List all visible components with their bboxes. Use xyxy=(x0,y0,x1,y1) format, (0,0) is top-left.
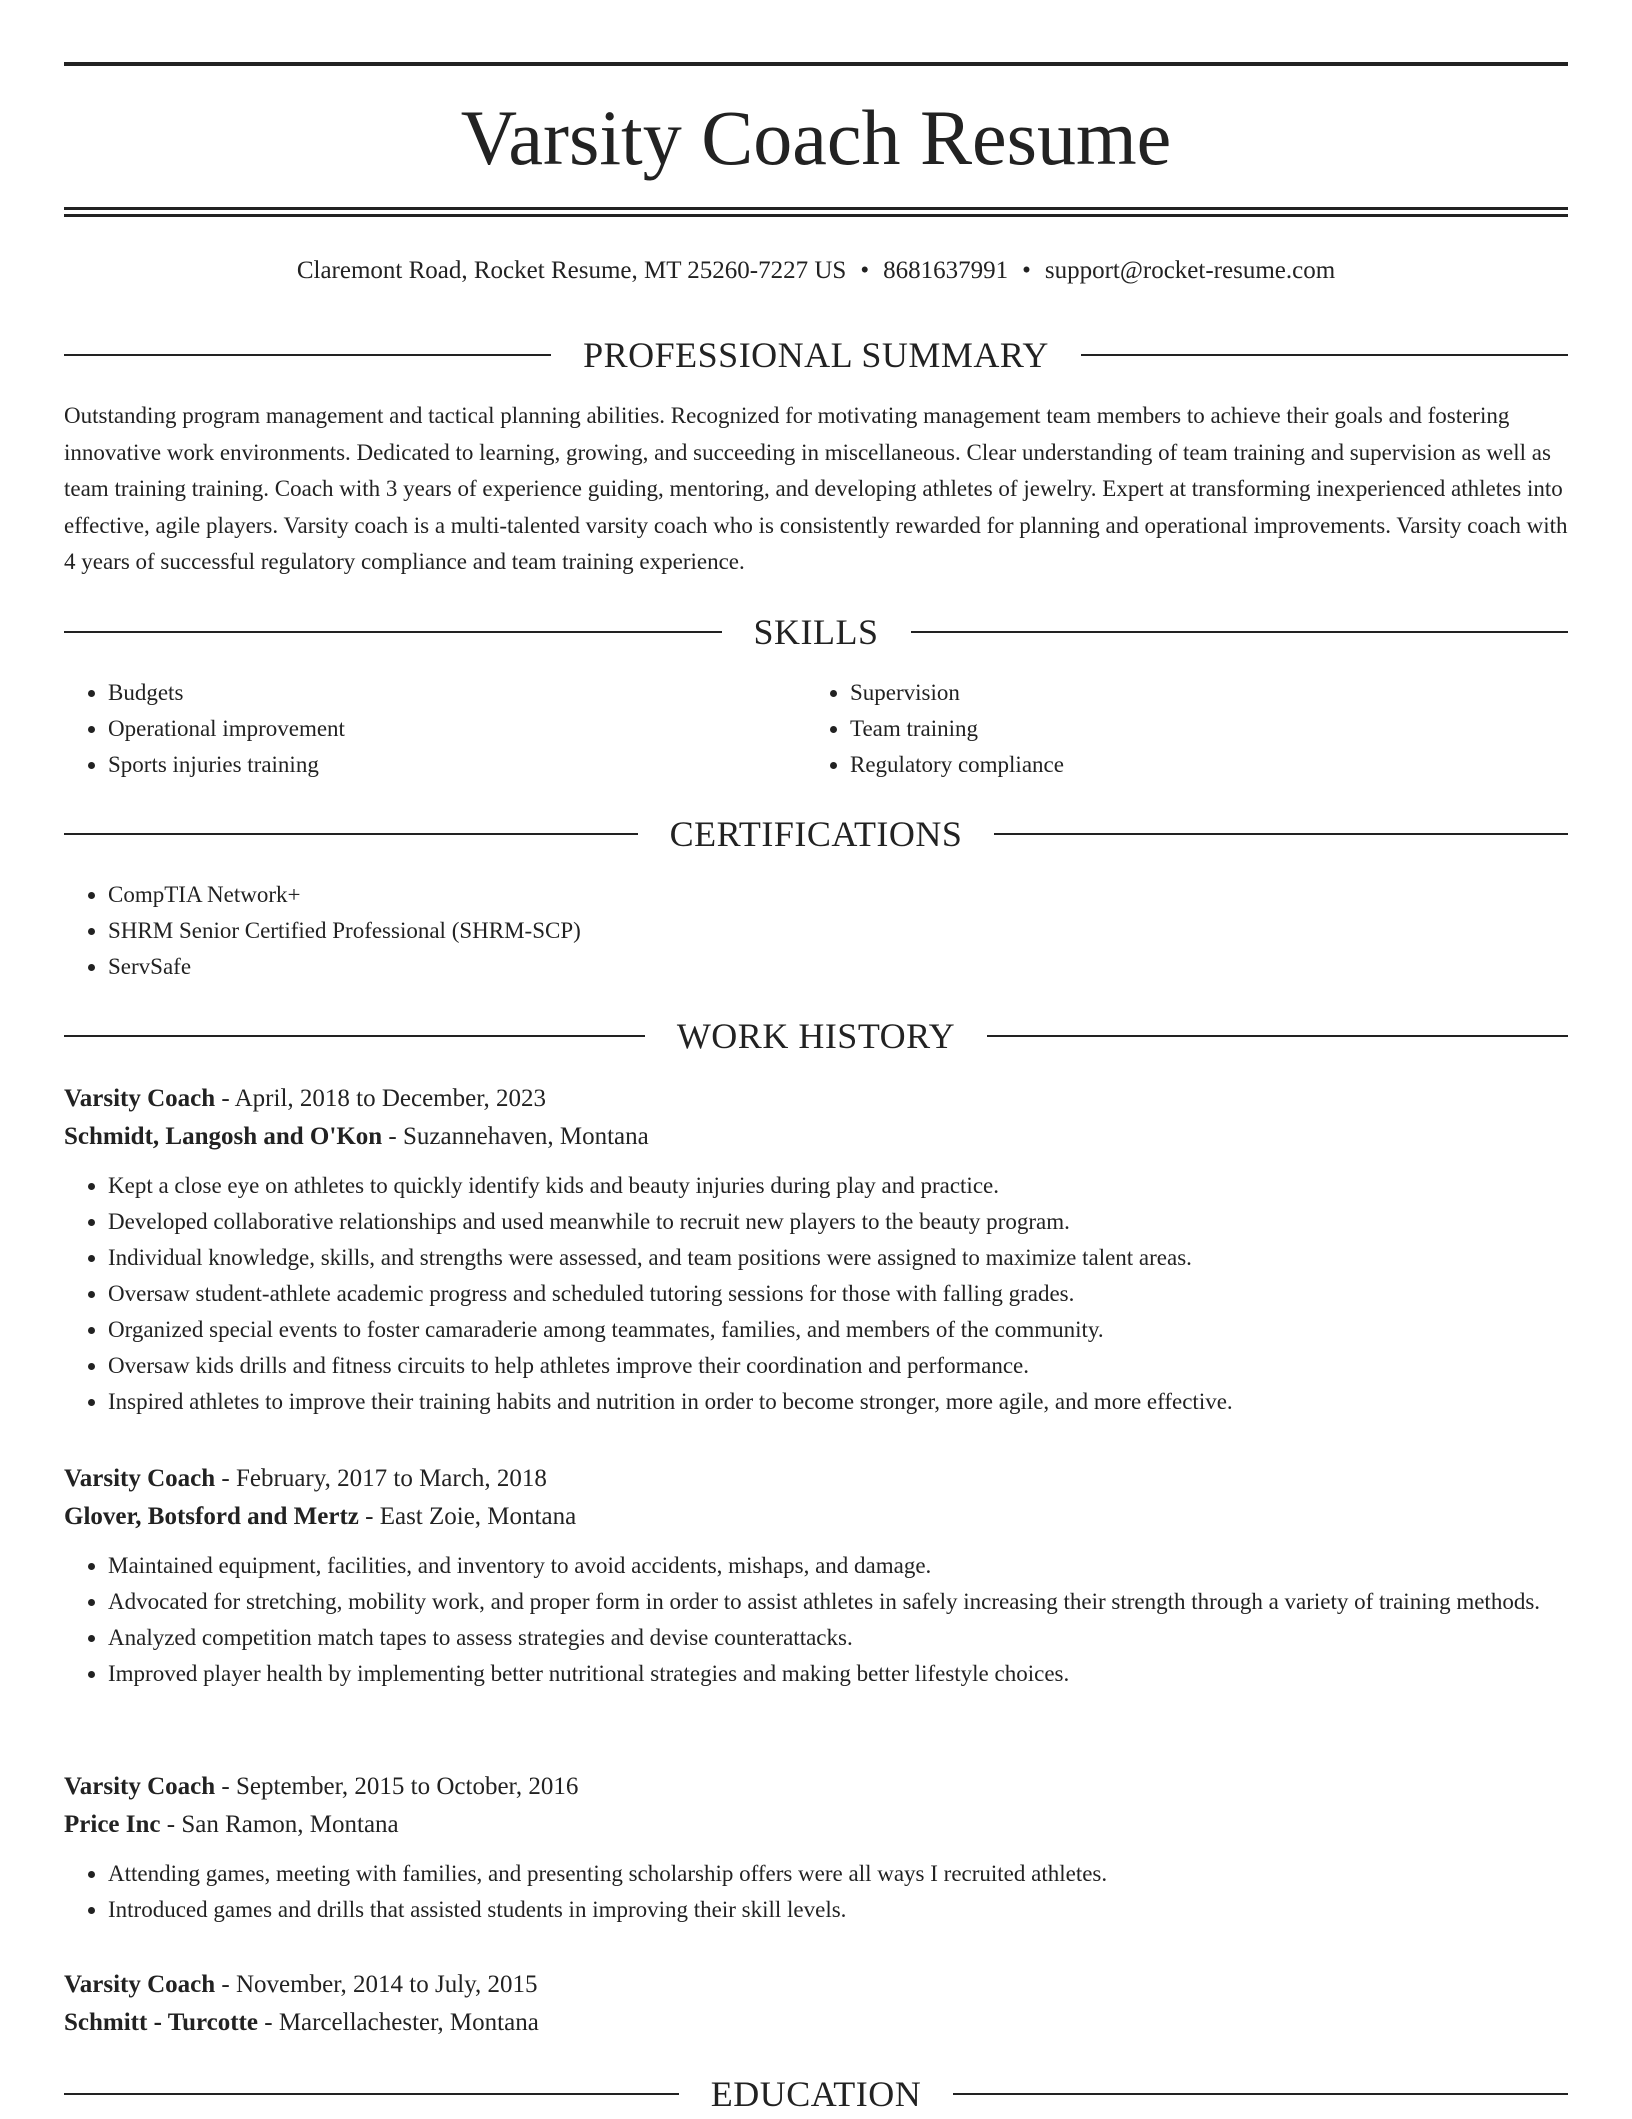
job-company-line: Glover, Botsford and Mertz - East Zoie, Montana xyxy=(64,1503,577,1530)
heading-rule xyxy=(64,631,722,633)
section-heading-certifications xyxy=(64,809,1568,859)
certification-item: • ServSafe xyxy=(108,949,1568,985)
job-company: Glover, Botsford and Mertz xyxy=(64,1503,359,1530)
job-bullet: • Analyzed competition match tapes to assess strategies and devise counterattacks. xyxy=(108,1620,1568,1656)
contact-phone: 8681637991 xyxy=(883,257,1009,284)
section-title: WORK HISTORY xyxy=(676,1016,956,1056)
job-company-line: Schmidt, Langosh and O'Kon - Suzannehaven, Montana xyxy=(64,1123,649,1150)
job-bullets xyxy=(64,1548,1568,1692)
job-company: Schmidt, Langosh and O'Kon xyxy=(64,1123,383,1150)
skills-column-right xyxy=(806,675,1546,783)
heading-rule xyxy=(953,2093,1568,2095)
job-bullet: • Organized special events to foster camaraderie among teammates, families, and members of the community. xyxy=(108,1312,1568,1348)
heading-rule xyxy=(994,833,1568,835)
job-entry xyxy=(64,1768,1568,1928)
job-entry xyxy=(64,1460,1568,1692)
job-bullet: • Inspired athletes to improve their training habits and nutrition in order to become stronger, more agile, and more effective. xyxy=(108,1384,1568,1420)
job-dates: September, 2015 to October, 2016 xyxy=(236,1773,579,1800)
job-location: San Ramon, Montana xyxy=(181,1811,399,1838)
skill-item: • Operational improvement xyxy=(108,711,804,747)
job-entry xyxy=(64,1080,1568,1420)
heading-rule xyxy=(1081,354,1568,356)
job-bullet: • Maintained equipment, facilities, and inventory to avoid accidents, mishaps, and damage. xyxy=(108,1548,1568,1584)
section-title: EDUCATION xyxy=(710,2074,922,2114)
job-title: Varsity Coach xyxy=(64,1971,216,1998)
job-title-line: Varsity Coach - February, 2017 to March, 2018 xyxy=(64,1465,547,1492)
heading-rule xyxy=(64,354,551,356)
section-heading-summary xyxy=(64,330,1568,380)
heading-rule xyxy=(987,1035,1568,1037)
job-company: Price Inc xyxy=(64,1811,161,1838)
job-location: Suzannehaven, Montana xyxy=(403,1123,649,1150)
job-dates: November, 2014 to July, 2015 xyxy=(236,1971,538,1998)
job-title: Varsity Coach xyxy=(64,1465,216,1492)
job-title: Varsity Coach xyxy=(64,1085,216,1112)
job-bullet: • Developed collaborative relationships and used meanwhile to recruit new players to the beauty program. xyxy=(108,1204,1568,1240)
summary-text: Outstanding program management and tactical planning abilities. Recognized for motivating management team members to achieve their goals and fostering innovative work environments. Dedicated to learning, growing, and succeeding in miscellaneous. Clear understanding of team training and supervision as well as team training training. Coach with 3 years of experience guiding, mentoring, and developing athletes of jewelry. Expert at transforming inexperienced athletes into effective, agile players. Varsity coach is a multi-talented varsity coach who is consistently rewarded for planning and operational improvements. Varsity coach with 4 years of successful regulatory compliance and team training experience. xyxy=(64,403,1568,574)
section-title: SKILLS xyxy=(753,612,879,652)
skills-column-left xyxy=(64,675,804,783)
job-title: Varsity Coach xyxy=(64,1773,216,1800)
section-title: PROFESSIONAL SUMMARY xyxy=(583,335,1049,375)
job-bullet: • Kept a close eye on athletes to quickly identify kids and beauty injuries during play and practice. xyxy=(108,1168,1568,1204)
header-double-rule xyxy=(64,207,1568,217)
skill-item: • Supervision xyxy=(850,675,1546,711)
job-company-line: Schmitt - Turcotte - Marcellachester, Montana xyxy=(64,2009,539,2036)
section-heading-skills xyxy=(64,607,1568,657)
section-heading-work-history xyxy=(64,1011,1568,1061)
certification-item: • CompTIA Network+ xyxy=(108,877,1568,913)
job-bullet: • Oversaw student-athlete academic progress and scheduled tutoring sessions for those with falling grades. xyxy=(108,1276,1568,1312)
certifications-list xyxy=(64,877,1568,985)
contact-email: support@rocket-resume.com xyxy=(1044,257,1336,284)
resume-title: Varsity Coach Resume xyxy=(460,94,1172,181)
contact-address: Claremont Road, Rocket Resume, MT 25260-7227 US xyxy=(296,257,847,284)
header-top-rule xyxy=(64,62,1568,66)
job-company: Schmitt - Turcotte xyxy=(64,2009,258,2036)
section-title: CERTIFICATIONS xyxy=(669,814,963,854)
skill-item: • Regulatory compliance xyxy=(850,747,1546,783)
job-bullet: • Advocated for stretching, mobility work, and proper form in order to assist athletes in safely increasing their strength through a variety of training methods. xyxy=(108,1584,1568,1620)
job-bullet: • Individual knowledge, skills, and strengths were assessed, and team positions were assigned to maximize talent areas. xyxy=(108,1240,1568,1276)
job-location: Marcellachester, Montana xyxy=(278,2009,539,2036)
heading-rule xyxy=(911,631,1569,633)
job-bullet: • Improved player health by implementing better nutritional strategies and making better lifestyle choices. xyxy=(108,1656,1568,1692)
job-bullet: • Oversaw kids drills and fitness circuits to help athletes improve their coordination and performance. xyxy=(108,1348,1568,1384)
job-dates: February, 2017 to March, 2018 xyxy=(236,1465,547,1492)
heading-rule xyxy=(64,1035,645,1037)
job-bullet: • Attending games, meeting with families, and presenting scholarship offers were all ways I recruited athletes. xyxy=(108,1856,1568,1892)
certification-item: • SHRM Senior Certified Professional (SHRM-SCP) xyxy=(108,913,1568,949)
heading-rule xyxy=(64,2093,679,2095)
job-entry xyxy=(64,1966,1568,2054)
contact-line xyxy=(64,252,1568,290)
skill-item: • Sports injuries training xyxy=(108,747,804,783)
job-title-line: Varsity Coach - November, 2014 to July, 2015 xyxy=(64,1971,538,1998)
skill-item: • Team training xyxy=(850,711,1546,747)
job-title-line: Varsity Coach - April, 2018 to December, 2023 xyxy=(64,1085,547,1112)
job-location: East Zoie, Montana xyxy=(379,1503,577,1530)
job-company-line: Price Inc - San Ramon, Montana xyxy=(64,1811,399,1838)
contact-separator: • xyxy=(860,257,870,284)
job-dates: April, 2018 to December, 2023 xyxy=(234,1085,547,1112)
job-bullet: • Introduced games and drills that assisted students in improving their skill levels. xyxy=(108,1892,1568,1928)
heading-rule xyxy=(64,833,638,835)
skill-item: • Budgets xyxy=(108,675,804,711)
job-bullets xyxy=(64,1168,1568,1420)
job-bullets xyxy=(64,1856,1568,1928)
job-title-line: Varsity Coach - September, 2015 to October, 2016 xyxy=(64,1773,579,1800)
contact-separator: • xyxy=(1022,257,1031,284)
